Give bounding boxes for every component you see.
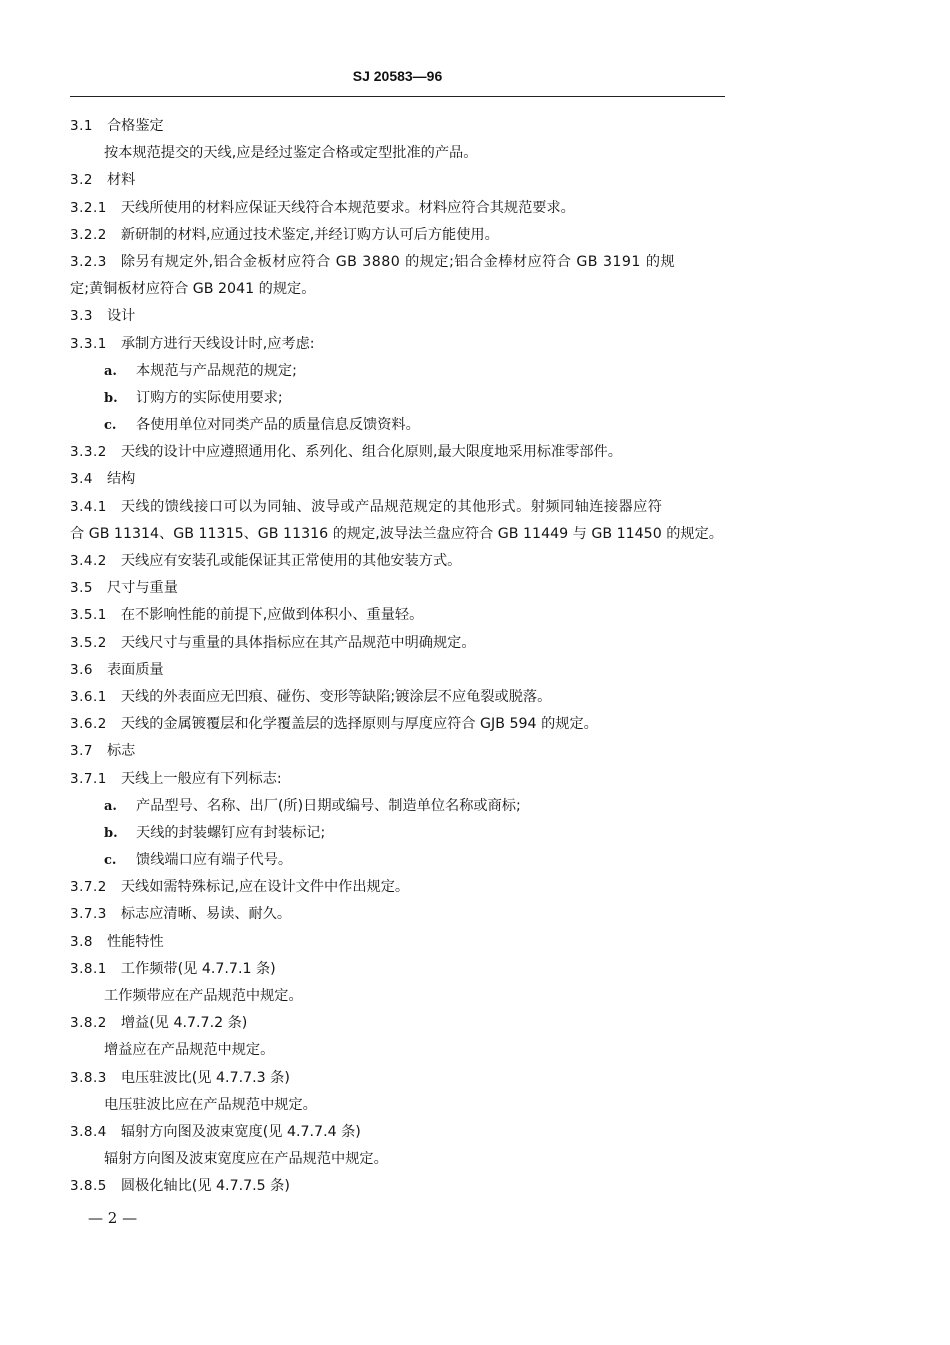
clause-line xyxy=(70,766,730,793)
clause-number: 3.6.1 xyxy=(70,688,107,705)
list-item-label: c. xyxy=(104,418,117,434)
clause-line xyxy=(70,331,730,358)
clause-text: 天线如需特殊标记,应在设计文件中作出规定。 xyxy=(120,879,410,896)
clause-text: 天线的馈线接口可以为同轴、波导或产品规范规定的其他形式。射频同轴连接器应符 xyxy=(120,498,663,515)
clause-text: 标志 xyxy=(106,743,136,760)
clause-number: 3.8.5 xyxy=(70,1178,107,1195)
clause-number: 3.2.1 xyxy=(70,199,107,216)
clause-text: 天线的金属镀覆层和化学覆盖层的选择原则与厚度应符合 GJB 594 的规定。 xyxy=(120,716,598,733)
clause-text: 天线应有安装孔或能保证其正常使用的其他安装方式。 xyxy=(120,553,462,569)
clause-text: 在不影响性能的前提下,应做到体积小、重量轻。 xyxy=(120,607,424,624)
clause-line xyxy=(70,684,730,711)
continuation-line: 合 GB 11314、GB 11315、GB 11316 的规定,波导法兰盘应符合 GB 11449 与 GB 11450 的规定。 xyxy=(70,525,723,542)
clause-text: 天线尺寸与重量的具体指标应在其产品规范中明确规定。 xyxy=(120,634,476,651)
clause-line xyxy=(70,1119,730,1146)
clause-line xyxy=(70,602,730,629)
clause-line xyxy=(70,738,730,765)
paragraph-line: 工作频带应在产品规范中规定。 xyxy=(104,988,303,1004)
clause-line xyxy=(70,657,730,684)
clause-text: 天线的设计中应遵照通用化、系列化、组合化原则,最大限度地采用标准零部件。 xyxy=(120,444,622,461)
clause-number: 3.6.2 xyxy=(70,716,107,733)
clause-line xyxy=(70,548,730,575)
clause-line xyxy=(70,167,730,194)
clause-number: 3.5 xyxy=(70,580,93,597)
clause-text: 材料 xyxy=(106,172,136,189)
clause-text: 性能特性 xyxy=(106,933,164,950)
clause-line xyxy=(70,901,730,928)
clause-line xyxy=(70,1065,730,1092)
paragraph-line: 按本规范提交的天线,应是经过鉴定合格或定型批准的产品。 xyxy=(104,145,478,162)
list-item xyxy=(70,820,730,847)
clause-text: 尺寸与重量 xyxy=(106,580,178,597)
clause-text: 标志应清晰、易读、耐久。 xyxy=(120,906,292,923)
clause-line xyxy=(70,575,730,602)
clause-number: 3.8 xyxy=(70,933,93,950)
clause-number: 3.7.3 xyxy=(70,906,107,923)
clause-number: 3.7 xyxy=(70,743,93,760)
list-item xyxy=(70,412,730,439)
clause-line xyxy=(70,874,730,901)
list-item-text: 各使用单位对同类产品的质量信息反馈资料。 xyxy=(136,417,420,434)
list-item-label: a. xyxy=(104,363,117,379)
continuation-line: 定;黄铜板材应符合 GB 2041 的规定。 xyxy=(70,281,316,298)
list-item xyxy=(70,358,730,385)
clause-line xyxy=(70,195,730,222)
clause-text: 圆极化轴比(见 4.7.7.5 条) xyxy=(120,1178,290,1195)
clause-text: 除另有规定外,铝合金板材应符合 GB 3880 的规定;铝合金棒材应符合 GB 3191 的规 xyxy=(120,253,676,270)
clause-number: 3.1 xyxy=(70,118,93,134)
clause-line xyxy=(70,711,730,738)
clause-line xyxy=(70,113,730,140)
list-item-text: 本规范与产品规范的规定; xyxy=(136,362,297,379)
clause-text: 表面质量 xyxy=(106,661,164,678)
list-item-label: c. xyxy=(104,853,117,869)
clause-number: 3.8.2 xyxy=(70,1015,107,1032)
document-body xyxy=(70,113,730,1201)
clause-line xyxy=(70,466,730,493)
list-item-text: 天线的封装螺钉应有封装标记; xyxy=(136,824,326,841)
list-item-text: 馈线端口应有端子代号。 xyxy=(136,852,293,869)
clause-line xyxy=(70,956,730,983)
clause-number: 3.4 xyxy=(70,471,93,488)
clause-text: 工作频带(见 4.7.7.1 条) xyxy=(120,960,276,977)
clause-line xyxy=(70,1173,730,1200)
clause-number: 3.2 xyxy=(70,172,93,189)
header-rule xyxy=(70,96,725,97)
list-item-text: 订购方的实际使用要求; xyxy=(136,389,283,406)
clause-text: 天线所使用的材料应保证天线符合本规范要求。材料应符合其规范要求。 xyxy=(120,199,575,216)
clause-number: 3.8.3 xyxy=(70,1069,107,1086)
list-item-label: a. xyxy=(104,798,117,814)
paragraph-line: 增益应在产品规范中规定。 xyxy=(104,1042,275,1059)
clause-text: 辐射方向图及波束宽度(见 4.7.7.4 条) xyxy=(120,1123,361,1140)
clause-line xyxy=(70,929,730,956)
clause-line xyxy=(70,222,730,249)
clause-number: 3.3.1 xyxy=(70,335,107,352)
clause-line xyxy=(70,303,730,330)
clause-number: 3.2.2 xyxy=(70,226,107,243)
clause-text: 合格鉴定 xyxy=(106,118,164,134)
paragraph-line: 辐射方向图及波束宽度应在产品规范中规定。 xyxy=(104,1151,388,1168)
clause-number: 3.8.4 xyxy=(70,1123,107,1140)
clause-number: 3.6 xyxy=(70,661,93,678)
clause-text: 承制方进行天线设计时,应考虑: xyxy=(120,335,315,352)
clause-number: 3.8.1 xyxy=(70,960,107,977)
clause-number: 3.5.1 xyxy=(70,607,107,624)
clause-number: 3.2.3 xyxy=(70,253,107,270)
list-item xyxy=(70,385,730,412)
clause-line xyxy=(70,494,730,521)
clause-line xyxy=(70,1010,730,1037)
list-item-label: b. xyxy=(104,825,118,841)
clause-line xyxy=(70,630,730,657)
list-item-text: 产品型号、名称、出厂(所)日期或编号、制造单位名称或商标; xyxy=(136,797,521,814)
clause-line xyxy=(70,249,730,276)
clause-text: 天线的外表面应无凹痕、碰伤、变形等缺陷;镀涂层不应龟裂或脱落。 xyxy=(120,688,552,705)
list-item xyxy=(70,793,730,820)
page-number: — 2 — xyxy=(88,1209,138,1227)
clause-number: 3.7.2 xyxy=(70,879,107,896)
list-item xyxy=(70,847,730,874)
clause-number: 3.5.2 xyxy=(70,634,107,651)
clause-text: 增益(见 4.7.7.2 条) xyxy=(120,1015,248,1032)
list-item-label: b. xyxy=(104,390,118,406)
clause-number: 3.4.2 xyxy=(70,553,107,569)
clause-line xyxy=(70,439,730,466)
clause-text: 结构 xyxy=(106,471,136,488)
clause-text: 新研制的材料,应通过技术鉴定,并经订购方认可后方能使用。 xyxy=(120,226,499,243)
clause-number: 3.4.1 xyxy=(70,498,107,515)
clause-text: 设计 xyxy=(106,308,136,325)
clause-text: 电压驻波比(见 4.7.7.3 条) xyxy=(120,1069,290,1086)
clause-number: 3.3.2 xyxy=(70,444,107,461)
clause-number: 3.7.1 xyxy=(70,770,107,787)
document-header: SJ 20583—96 xyxy=(352,68,443,84)
clause-number: 3.3 xyxy=(70,308,93,325)
clause-text: 天线上一般应有下列标志: xyxy=(120,770,282,787)
paragraph-line: 电压驻波比应在产品规范中规定。 xyxy=(104,1096,317,1113)
